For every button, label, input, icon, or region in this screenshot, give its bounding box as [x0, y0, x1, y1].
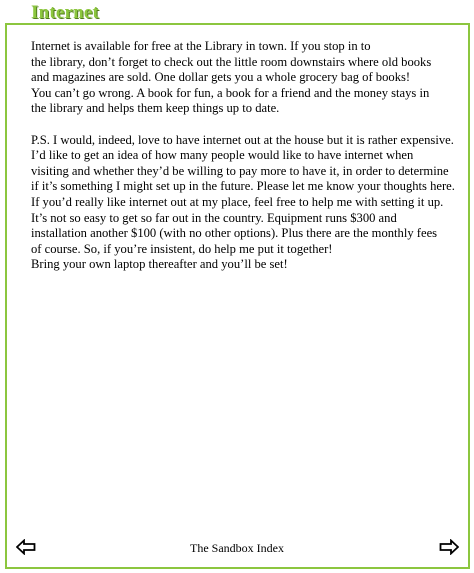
text-line: P.S. I would, indeed, love to have internet out at the house but it is rather expensive. [31, 132, 454, 147]
text-line: It’s not so easy to get so far out in the country. Equipment runs $300 and [31, 210, 397, 225]
text-line: visiting and whether they’d be willing to pay more to have it, in order to determine [31, 163, 449, 178]
body-text [31, 39, 461, 289]
paragraph-ps [31, 133, 461, 273]
text-line: and magazines are sold. One dollar gets you a whole grocery bag of books! [31, 70, 411, 85]
text-line: the library, don’t forget to check out the little room downstairs where old books [31, 54, 432, 69]
text-line: of course. So, if you’re insistent, do help me put it together! [31, 241, 333, 256]
footer-index-link[interactable]: The Sandbox Index [190, 541, 284, 555]
text-line: I’d like to get an idea of how many people would like to have internet when [31, 148, 414, 163]
text-line: the library and helps them keep things up to date. [31, 101, 280, 116]
text-line: if it’s something I might set up in the future. Please let me know your thoughts here. [31, 179, 455, 194]
text-line: Bring your own laptop thereafter and you’ll be set! [31, 257, 288, 272]
text-line: You can’t go wrong. A book for fun, a book for a friend and the money stays in [31, 85, 430, 100]
paragraph-library [31, 39, 461, 117]
text-line: Internet is available for free at the Library in town. If you stop in to [31, 39, 371, 53]
arrow-right-icon [439, 539, 459, 555]
text-line: installation another $100 (with no other options). Plus there are the monthly fees [31, 226, 438, 241]
page-title: Internet [31, 2, 100, 23]
text-line: If you’d really like internet out at my place, feel free to help me with setting it up. [31, 194, 444, 209]
next-page-button[interactable] [439, 539, 459, 555]
